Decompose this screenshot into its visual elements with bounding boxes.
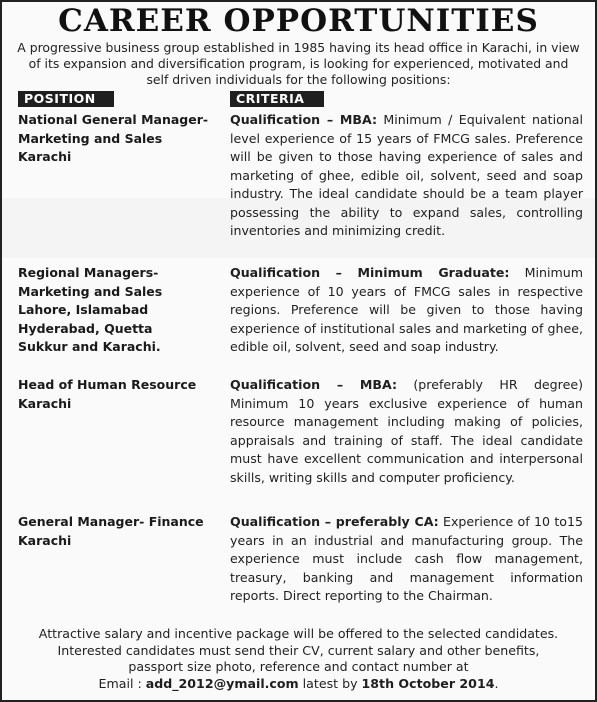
position-line: General Manager- Finance: [18, 514, 204, 529]
job-position: [18, 376, 228, 413]
footer-end: .: [494, 675, 499, 691]
qualification-label: Qualification – MBA:: [230, 377, 398, 392]
footer-line: Interested candidates must send their CV, current salary and other benefits,: [57, 642, 540, 658]
criteria-text: (preferably HR degree) Minimum 10 years exclusive experience of human resource management including making of policies, appraisals and training of staff. The ideal candidate must have excellent communication and interpersonal skills, writing skills and computer proficiency.: [230, 377, 583, 485]
footer-line: Attractive salary and incentive package will be offered to the selected candidates.: [38, 626, 559, 641]
position-line: Head of Human Resource: [18, 377, 197, 392]
job-criteria: [230, 513, 583, 606]
position-line: Sukkur and Karachi.: [18, 339, 161, 354]
qualification-label: Qualification – MBA:: [230, 112, 378, 127]
job-position: [18, 264, 228, 357]
column-headers: [2, 91, 595, 109]
qualification-label: Qualification – preferably CA:: [230, 514, 439, 529]
job-criteria: [230, 376, 583, 487]
criteria-header: CRITERIA: [230, 91, 324, 107]
position-line: Karachi: [18, 532, 72, 548]
position-line: Karachi: [18, 395, 72, 411]
qualification-label: Qualification – Minimum Graduate:: [230, 265, 510, 280]
job-criteria: [230, 264, 583, 357]
page-title: CAREER OPPORTUNITIES: [58, 3, 539, 39]
position-header: POSITION: [18, 91, 114, 107]
position-line: Regional Managers-: [18, 265, 159, 280]
job-position: [18, 111, 228, 167]
job-position: [18, 513, 228, 550]
job-criteria: [230, 111, 583, 241]
criteria-text: Experience of 10 to15 years in an industrial and manufacturing group. The experience must include cash flow management, treasury, banking and management information reports. Direct reporting to the Chairman.: [230, 514, 583, 603]
position-line: Marketing and Sales: [18, 130, 163, 146]
position-line: Karachi: [18, 149, 72, 164]
deadline-date: 18th October 2014: [361, 675, 495, 691]
position-line: Hyderabad, Quetta: [18, 320, 153, 336]
footer-email-line: [2, 676, 595, 693]
intro-paragraph: A progressive business group established in 1985 having its head office in Karachi, in view of its expansion and diversification program, is looking for experienced, motivated and self driven individuals for the following positions:: [17, 40, 580, 87]
email-label: Email :: [98, 675, 146, 691]
latest-by-text: latest by: [298, 675, 362, 691]
position-line: National General Manager-: [18, 112, 209, 127]
email-address[interactable]: add_2012@ymail.com: [145, 675, 299, 691]
position-line: Marketing and Sales: [18, 283, 163, 299]
footer-line: passport size photo, reference and contact number at: [128, 659, 469, 675]
criteria-text: Minimum / Equivalent national level experience of 15 years of FMCG sales. Preference will be given to those having experience of sales and marketing of ghee, edible oil, solvent, seed and soap industry. The ideal candidate should be a team player possessing the ability to expand sales, controlling inventories and minimizing credit.: [230, 112, 583, 238]
criteria-text: Minimum experience of 10 years of FMCG sales in respective regions. Preference will be given to those having experience of institutional sales and marketing of ghee, edible oil, solvent, seed and soap industry.: [230, 265, 583, 354]
footer: [2, 626, 595, 692]
position-line: Lahore, Islamabad: [18, 302, 149, 317]
